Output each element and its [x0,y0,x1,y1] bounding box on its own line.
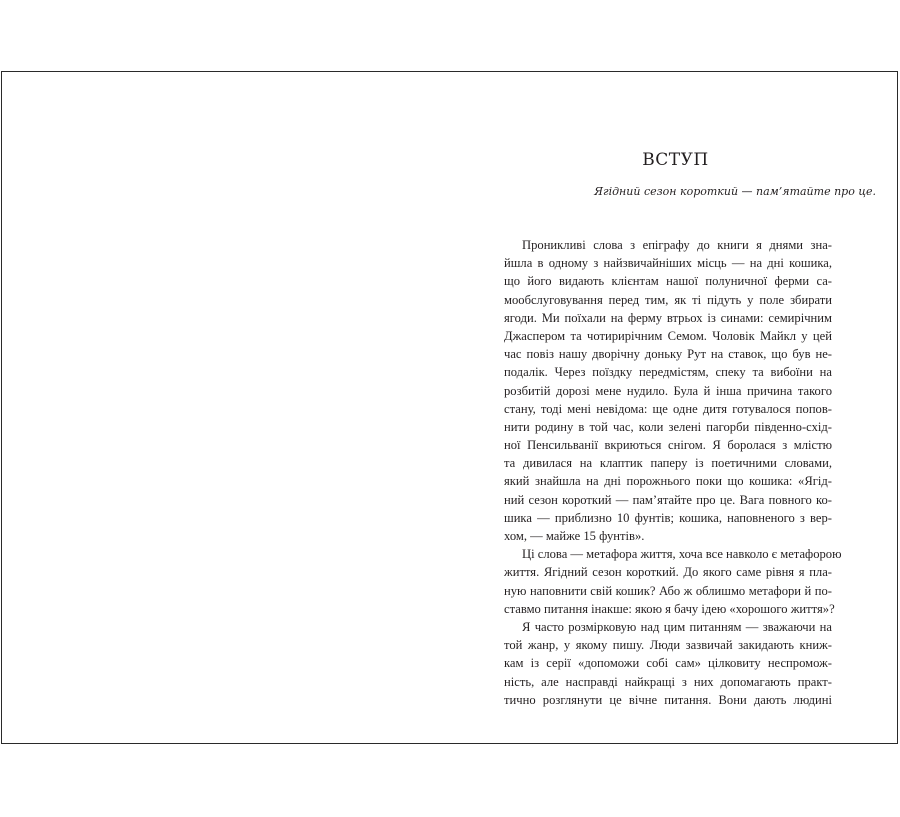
left-page [2,72,450,743]
text-line: ягоди. Ми поїхали на ферму втрьох із синами: семирічним [504,310,832,325]
text-line: ставмо питання інакше: якою я бачу ідею «хорошого життя»? [504,601,835,616]
text-line: ність, але насправді найкращі з них допомагають практ- [504,674,832,689]
epigraph: Ягідний сезон короткий — пам’ятайте про це. [594,185,876,198]
text-line: нити родину в той час, коли зелені пагорби південно-схід- [504,419,832,434]
right-page [452,72,899,743]
text-line: шика — приблизно 10 фунтів; кошика, наповненого з вер- [504,510,832,525]
paragraph [504,545,842,618]
text-line: Джаспером та чотирирічним Семом. Чоловік Майкл у цей [504,328,832,343]
paragraph [504,236,832,545]
text-line: та дивилася на клаптик паперу із поетичними словами, [504,456,832,471]
text-line: йшла в одному з найзвичайніших місць — на дні кошика, [504,256,832,271]
text-line: життя. Ягідний сезон короткий. До якого саме рівня я пла- [504,565,832,580]
text-line: подалік. Через поїздку передмістям, спеку та вибоїни на [504,365,832,380]
text-line: ний сезон короткий — пам’ятайте про це. Вага повного ко- [504,492,832,507]
text-line: розбитій дорозі мене нудило. Була й інша причина такого [504,383,832,398]
text-line: який знайшла на дні порожнього поки що кошика: «Ягід- [504,474,832,489]
text-line: Я часто розмірковую над цим питанням — зважаючи на [522,619,832,634]
paragraph [504,618,832,709]
text-line: мообслуговування перед тим, як ті підуть у поле збирати [504,292,832,307]
text-line: кам із серії «допоможи собі сам» цілковиту неспромож- [504,656,832,671]
text-line: Ці слова — метафора життя, хоча все навколо є метафорою [522,547,842,562]
text-line: що його видають клієнтам нашої полуничної ферми са- [504,274,832,289]
text-line: час повіз нашу дворічну доньку Рут на ставок, що був не- [504,347,832,362]
text-line: ную наповнити свій кошик? Або ж облишмо метафори й по- [504,583,832,598]
chapter-title: ВСТУП [642,150,709,170]
text-line: тично розглянути це вічне питання. Вони дають людині [504,692,832,707]
text-line: стану, тоді мені невідома: ще одне дитя готувалося попов- [504,401,832,416]
body-text [504,236,842,709]
text-line: Проникливі слова з епіграфу до книги я днями зна- [522,238,832,252]
book-spread [1,71,898,744]
text-line: той жанр, у якому пишу. Люди зазвичай закидають книж- [504,638,832,653]
text-line: хом, — майже 15 фунтів». [504,529,645,543]
text-line: ної Пенсильванії вкриються снігом. Я боролася з млістю [504,438,832,453]
